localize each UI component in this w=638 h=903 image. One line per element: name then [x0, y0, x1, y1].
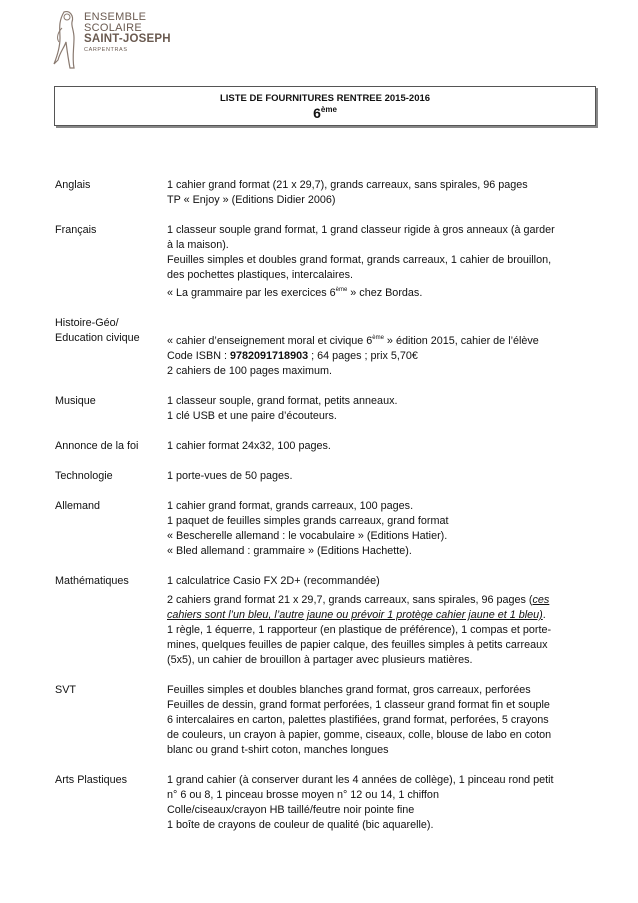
row-arts-plastiques	[55, 773, 595, 833]
supply-line: (5x5), un cahier de brouillon à partager avec plusieurs matières.	[167, 654, 473, 666]
supply-line: à la maison).	[167, 239, 229, 251]
supply-line	[167, 593, 595, 608]
supply-line: 1 grand cahier (à conserver durant les 4 années de collège), 1 pinceau rond petit	[167, 774, 554, 786]
supply-line: TP « Enjoy » (Editions Didier 2006)	[167, 194, 336, 206]
subject-label: Arts Plastiques	[55, 774, 128, 786]
supply-line: blanc ou grand t-shirt coton, manches longues	[167, 744, 389, 756]
supply-line	[167, 331, 595, 349]
text-part: .	[542, 609, 546, 621]
row-annonce-foi	[55, 439, 595, 454]
text-part: ; 64 pages ; prix 5,70€	[308, 350, 418, 362]
supply-line	[167, 283, 595, 301]
row-svt	[55, 683, 595, 758]
supply-line: 1 boîte de crayons de couleur de qualité (bic aquarelle).	[167, 819, 434, 831]
supply-line: de couleurs, un crayon à papier, gomme, ciseaux, colle, blouse de labo en coton	[167, 729, 552, 741]
supply-line	[167, 349, 595, 364]
logo-line-2: SCOLAIRE	[84, 22, 143, 34]
supply-line: 2 cahiers de 100 pages maximum.	[167, 365, 333, 377]
supply-line: Colle/ciseaux/crayon HB taillé/feutre noir pointe fine	[167, 804, 415, 816]
logo-line-3: SAINT-JOSEPH	[84, 33, 171, 45]
logo-line-1: ENSEMBLE	[84, 11, 147, 23]
page-title: LISTE DE FOURNITURES RENTREE 2015-2016	[219, 93, 431, 104]
supply-line: Feuilles simples et doubles grand format, grands carreaux, 1 cahier de brouillon,	[167, 254, 552, 266]
supply-line: « Bescherelle allemand : le vocabulaire » (Editions Hatier).	[167, 530, 448, 542]
text-part: « cahier d’enseignement moral et civique 6	[167, 335, 373, 347]
row-mathematiques	[55, 574, 595, 668]
subject-label: Musique	[55, 395, 96, 407]
text-part: Code ISBN :	[167, 350, 231, 362]
title-box	[54, 86, 596, 126]
supply-line: Feuilles de dessin, grand format perforées, 1 classeur grand format fin et souple	[167, 699, 550, 711]
subject-label-part: Education civique	[55, 332, 140, 344]
subject-label: Technologie	[55, 470, 113, 482]
subject-label: Annonce de la foi	[55, 440, 139, 452]
subject-label: Mathématiques	[55, 575, 129, 587]
row-histoire-geo	[55, 316, 595, 379]
row-francais	[55, 223, 595, 301]
superscript: ème	[335, 287, 348, 293]
row-technologie	[55, 469, 595, 484]
supply-line: 1 classeur souple, grand format, petits anneaux.	[167, 395, 398, 407]
supply-line: des pochettes plastiques, intercalaires.	[167, 269, 354, 281]
subject-label: SVT	[55, 684, 76, 696]
supply-line: n° 6 ou 8, 1 pinceau brosse moyen n° 12 ou 14, 1 chiffon	[167, 789, 439, 801]
superscript: ème	[372, 335, 384, 341]
grade-number: 6	[313, 105, 321, 121]
underlined-note: cahiers sont l’un bleu, l’autre jaune ou prévoir 1 protège cahier jaune et 1 bleu)	[167, 609, 543, 621]
supply-line: 1 règle, 1 équerre, 1 rapporteur (en plastique de préférence), 1 compas et porte-	[167, 624, 552, 636]
supply-line: 1 clé USB et une paire d’écouteurs.	[167, 410, 337, 422]
supply-line: 1 paquet de feuilles simples grands carreaux, grand format	[167, 515, 449, 527]
text-part: » édition 2015, cahier de l’élève	[383, 335, 539, 347]
supply-line: Feuilles simples et doubles blanches grand format, gros carreaux, perforées	[167, 684, 531, 696]
school-logo	[50, 8, 190, 70]
isbn-code: 9782091718903	[230, 350, 309, 362]
subject-label: Français	[55, 224, 97, 236]
supply-line: 1 cahier format 24x32, 100 pages.	[167, 440, 331, 452]
supply-line: 1 classeur souple grand format, 1 grand classeur rigide à gros anneaux (à garder	[167, 224, 555, 236]
supply-line: 1 cahier grand format, grands carreaux, 100 pages.	[167, 500, 414, 512]
subject-label	[55, 316, 167, 379]
underlined-note: ces	[532, 594, 550, 606]
supply-line: 1 porte-vues de 50 pages.	[167, 470, 293, 482]
subject-label-part: Histoire-Géo/	[55, 317, 119, 329]
supplies-list	[55, 178, 595, 848]
saint-joseph-figure-icon	[50, 8, 82, 70]
row-musique	[55, 394, 595, 424]
subject-label: Allemand	[55, 500, 101, 512]
text-part: « La grammaire par les exercices 6	[167, 287, 336, 299]
supply-line: 1 cahier grand format (21 x 29,7), grands carreaux, sans spirales, 96 pages	[167, 179, 528, 191]
supply-line	[167, 608, 595, 623]
text-part: » chez Bordas.	[347, 287, 423, 299]
logo-line-4: CARPENTRAS	[84, 46, 128, 53]
supply-line: mines, quelques feuilles de papier calque, des feuilles simples à petits carreaux	[167, 639, 548, 651]
subject-label: Anglais	[55, 179, 91, 191]
supply-line: 6 intercalaires en carton, palettes plastifiées, grand format, perforées, 5 crayons	[167, 714, 549, 726]
supply-line: 1 calculatrice Casio FX 2D+ (recommandée)	[167, 575, 380, 587]
supply-line: « Bled allemand : grammaire » (Editions Hachette).	[167, 545, 412, 557]
grade-title	[55, 105, 595, 121]
row-anglais	[55, 178, 595, 208]
text-part: 2 cahiers grand format 21 x 29,7, grands carreaux, sans spirales, 96 pages (	[167, 594, 533, 606]
grade-suffix: ème	[320, 105, 337, 114]
row-allemand	[55, 499, 595, 559]
